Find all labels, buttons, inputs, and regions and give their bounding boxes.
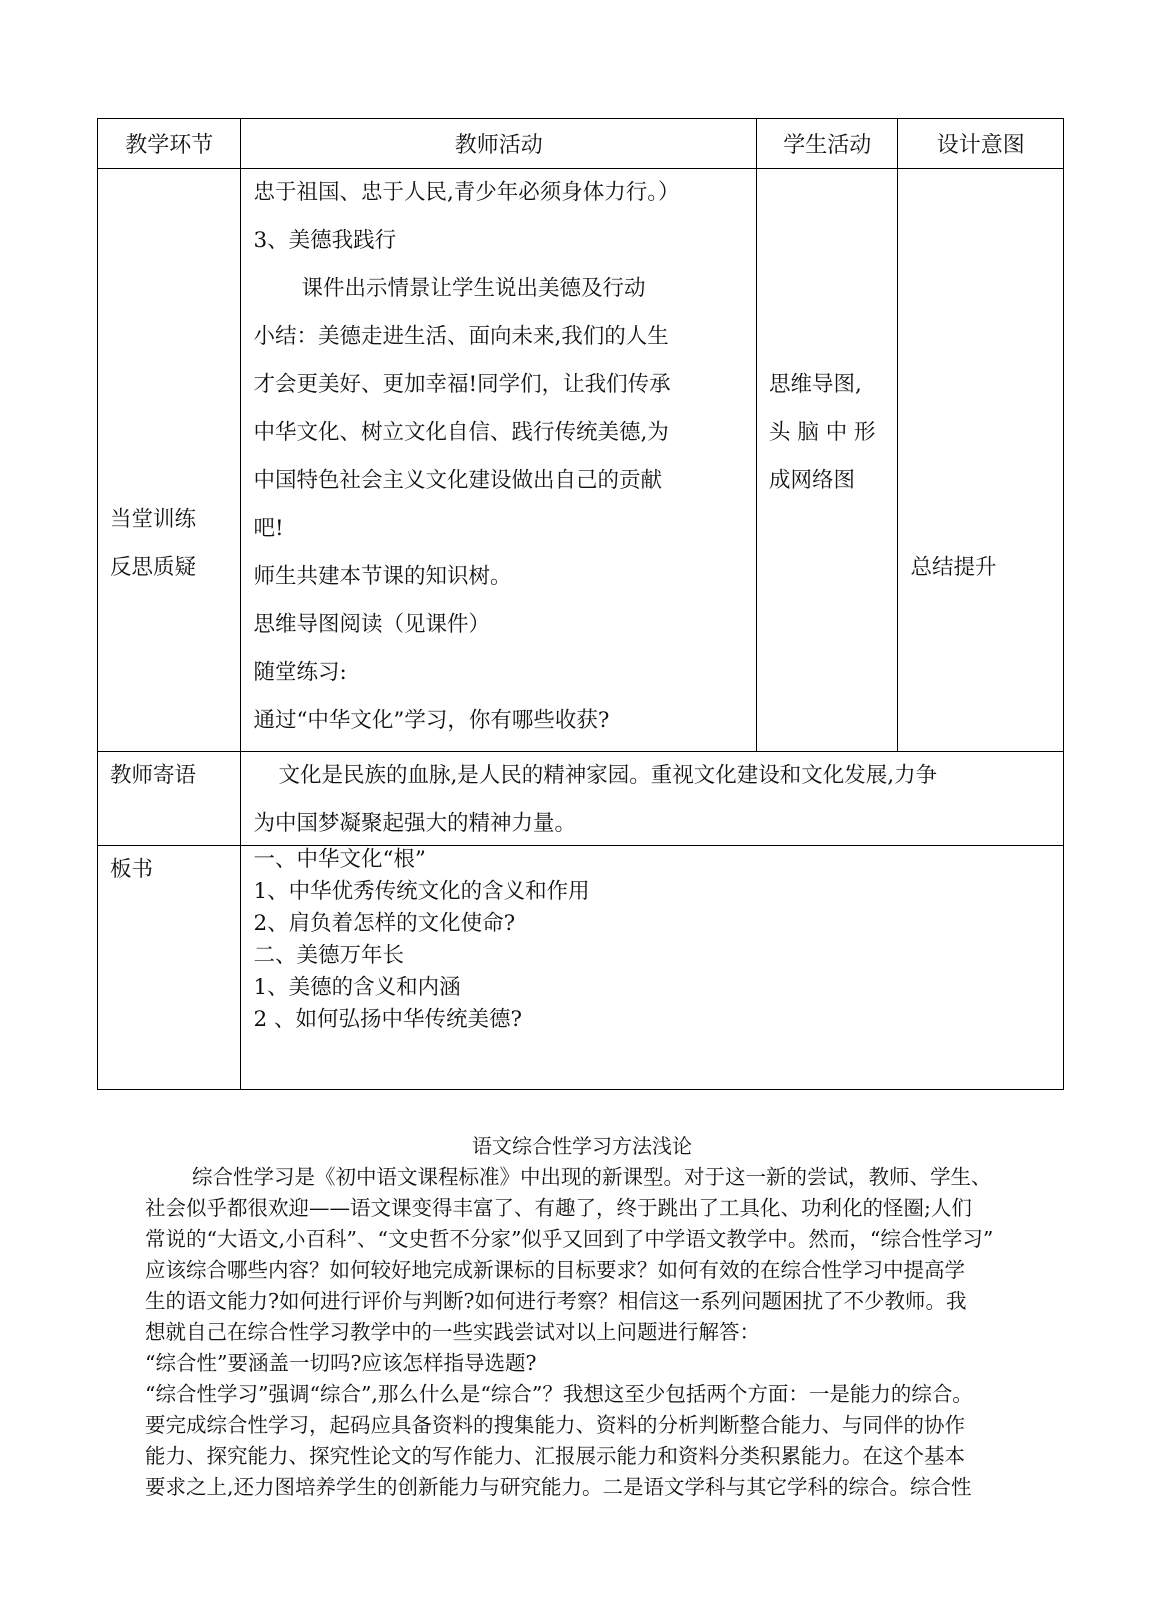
teacher-line: 师生共建本节课的知识树。 (253, 564, 512, 589)
message-line: 为中国梦凝聚起强大的精神力量。 (253, 811, 576, 836)
essay-line: 综合性学习是《初中语文课程标准》中出现的新课型。对于这一新的尝试，教师、学生、 (192, 1165, 992, 1189)
cell-student-activity (757, 169, 898, 752)
teacher-line: 才会更美好、更加幸福!同学们，让我们传承 (253, 372, 671, 397)
essay-line: “综合性”要涵盖一切吗?应该怎样指导选题? (145, 1351, 537, 1375)
board-line: 一、中华文化“根” (253, 847, 426, 872)
board-line: 1、中华优秀传统文化的含义和作用 (253, 879, 590, 904)
essay-line: 想就自己在综合性学习教学中的一些实践尝试对以上问题进行解答： (145, 1320, 760, 1344)
table-row-practice (98, 169, 1064, 752)
teacher-line: 吧! (253, 516, 284, 541)
teacher-line: 3、美德我践行 (253, 228, 397, 253)
teacher-line: 随堂练习: (253, 660, 347, 685)
teacher-line: 思维导图阅读（见课件） (253, 612, 490, 637)
essay-line: 常说的“大语文,小百科”、“文史哲不分家”似乎又回到了中学语文教学中。然而，“综合性学习” (145, 1227, 994, 1251)
teacher-line: 课件出示情景让学生说出美德及行动 (301, 276, 646, 301)
essay-line: “综合性学习”强调“综合”,那么什么是“综合”？我想这至少包括两个方面：一是能力的综合。 (145, 1382, 973, 1406)
teacher-line: 中华文化、树立文化自信、践行传统美德,为 (253, 420, 669, 445)
board-line: 2 、如何弘扬中华传统美德? (253, 1007, 522, 1032)
teacher-line: 小结：美德走进生活、面向未来,我们的人生 (253, 324, 669, 349)
table-header-row (98, 119, 1064, 169)
phase-label: 教师寄语 (110, 763, 197, 788)
student-line: 成网络图 (769, 468, 856, 493)
cell-teacher-message (241, 752, 1064, 846)
student-line: 头 脑 中 形 (769, 420, 876, 445)
cell-design-intent (898, 169, 1064, 752)
teacher-line: 忠于祖国、忠于人民,青少年必须身体力行。） (253, 180, 680, 205)
essay-line: 能力、探究能力、探究性论文的写作能力、汇报展示能力和资料分类积累能力。在这个基本 (145, 1444, 965, 1468)
board-line: 2、肩负着怎样的文化使命? (253, 911, 516, 936)
essay-title: 语文综合性学习方法浅论 (472, 1134, 692, 1158)
teacher-line: 中国特色社会主义文化建设做出自己的贡献 (253, 468, 662, 493)
student-line: 思维导图, (769, 372, 862, 397)
phase-label: 板书 (110, 857, 154, 882)
essay-line: 应该综合哪些内容？如何较好地完成新课标的目标要求？如何有效的在综合性学习中提高学 (145, 1258, 965, 1282)
table-row-teacher-message (98, 752, 1064, 846)
cell-blackboard (241, 846, 1064, 1090)
essay-line: 要完成综合性学习，起码应具备资料的搜集能力、资料的分析判断整合能力、与同伴的协作 (145, 1413, 965, 1437)
header-phase: 教学环节 (98, 119, 241, 169)
cell-teacher-activity (241, 169, 757, 752)
phase-label: 反思质疑 (110, 555, 197, 580)
lesson-plan-table (97, 118, 1064, 1090)
essay-line: 生的语文能力?如何进行评价与判断?如何进行考察？相信这一系列问题困扰了不少教师。我 (145, 1289, 967, 1313)
cell-phase-message (98, 752, 241, 846)
table-row-blackboard (98, 846, 1064, 1090)
header-student-activity: 学生活动 (757, 119, 898, 169)
header-teacher-activity: 教师活动 (241, 119, 757, 169)
essay-line: 社会似乎都很欢迎——语文课变得丰富了、有趣了，终于跳出了工具化、功利化的怪圈;人们 (145, 1196, 972, 1220)
phase-label: 当堂训练 (110, 507, 197, 532)
board-line: 1、美德的含义和内涵 (253, 975, 461, 1000)
cell-phase-practice (98, 169, 241, 752)
message-line: 文化是民族的血脉,是人民的精神家园。重视文化建设和文化发展,力争 (278, 763, 938, 788)
cell-phase-board (98, 846, 241, 1090)
board-line: 二、美德万年长 (253, 943, 404, 968)
intent-text: 总结提升 (910, 555, 997, 580)
teacher-line: 通过“中华文化”学习，你有哪些收获? (253, 708, 610, 733)
header-design-intent: 设计意图 (898, 119, 1064, 169)
essay-line: 要求之上,还力图培养学生的创新能力与研究能力。二是语文学科与其它学科的综合。综合性 (145, 1475, 972, 1499)
